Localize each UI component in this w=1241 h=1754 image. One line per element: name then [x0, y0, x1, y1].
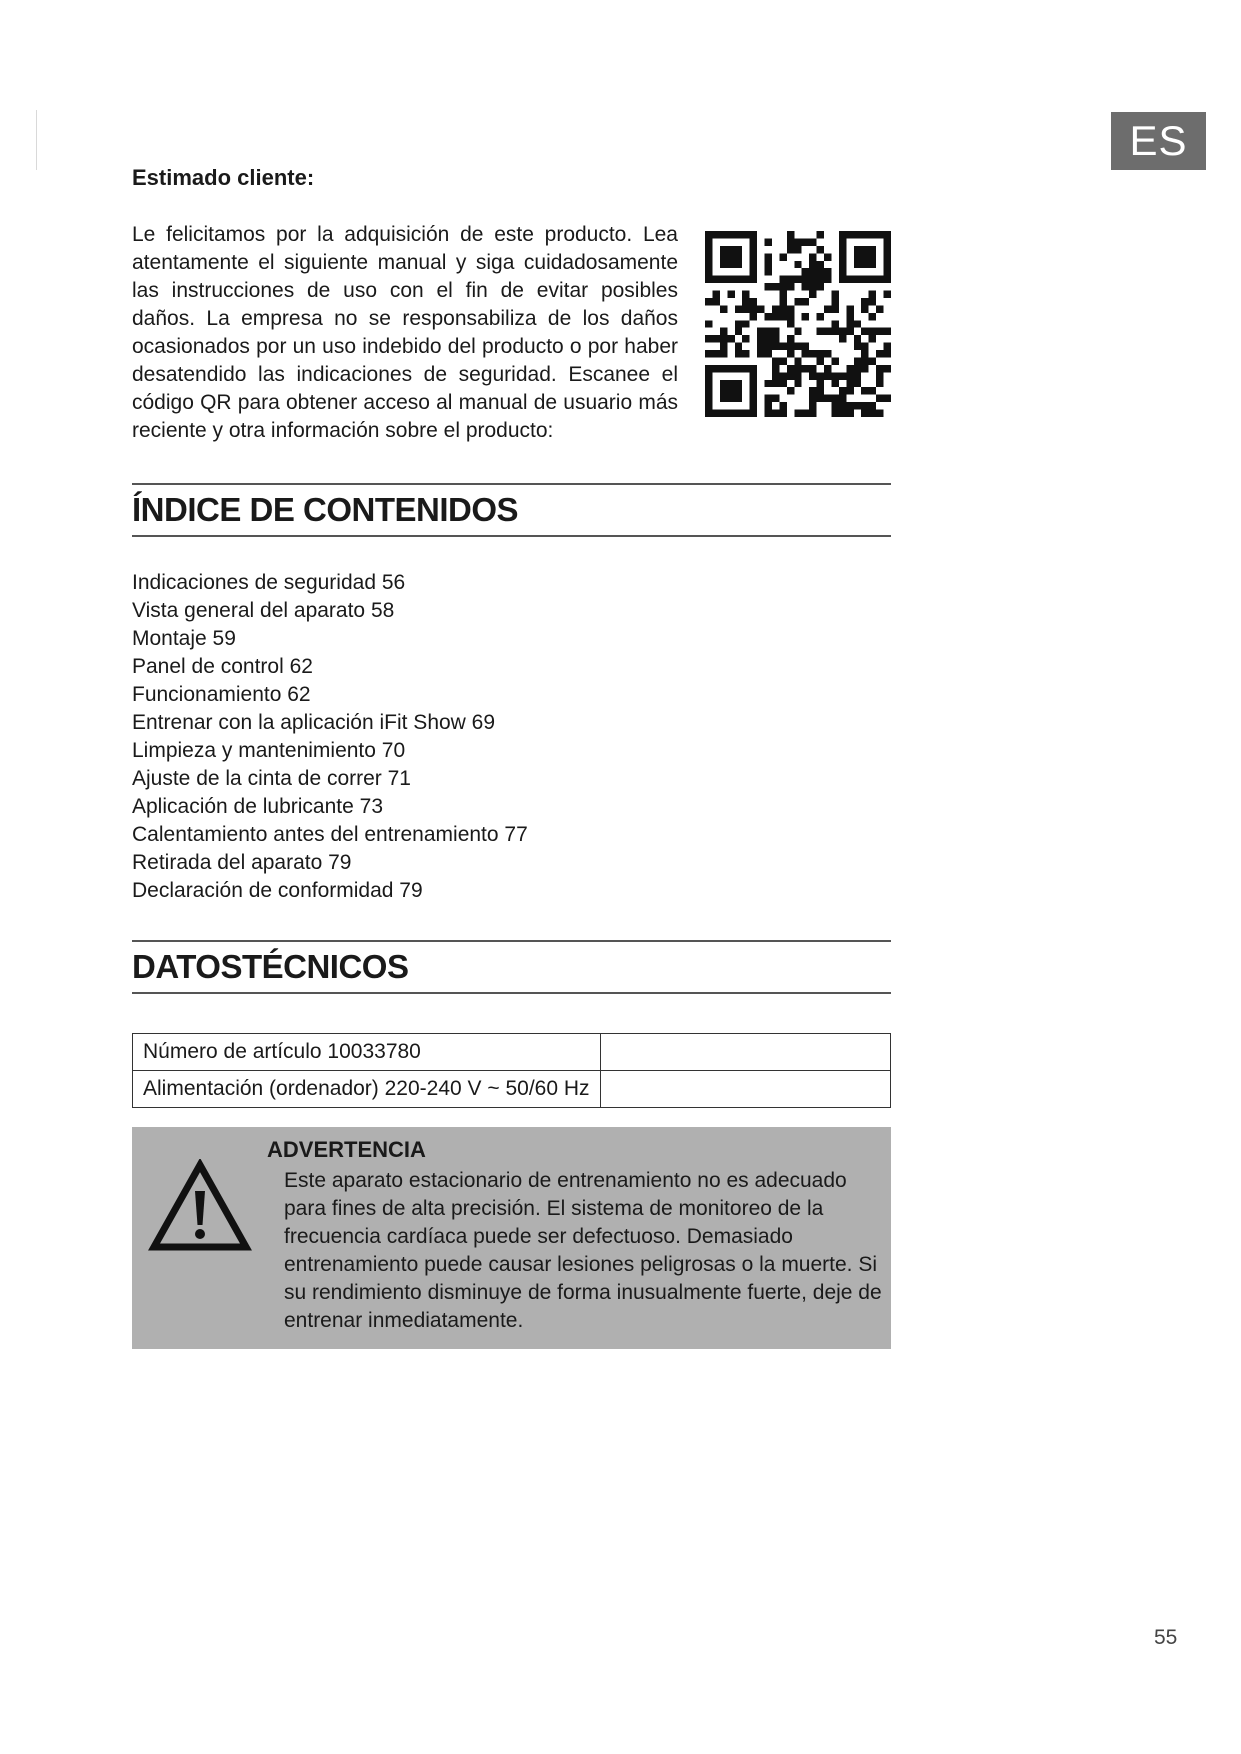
spec-cell: Alimentación (ordenador) 220-240 V ~ 50/60 Hz: [133, 1071, 601, 1108]
toc-item: Retirada del aparato 79: [132, 851, 352, 874]
warning-title: ADVERTENCIA: [267, 1137, 426, 1162]
toc-item: Calentamiento antes del entrenamiento 77: [132, 823, 528, 846]
toc-item: Funcionamiento 62: [132, 683, 311, 706]
table-row: [133, 1071, 891, 1108]
greeting-heading: Estimado cliente:: [132, 165, 315, 190]
warning-triangle-icon: [148, 1159, 252, 1255]
margin-mark: [36, 110, 37, 170]
toc-item: Panel de control 62: [132, 655, 313, 678]
toc-item: Declaración de conformidad 79: [132, 879, 423, 902]
tech-section-header: [132, 940, 891, 994]
toc-title: ÍNDICE DE CONTENIDOS: [132, 491, 519, 528]
warning-text: Este aparato estacionario de entrenamiento no es adecuado para fines de alta precisión. El sistema de monitoreo de la frecuencia cardíaca puede ser defectuoso. Demasiado entrenamiento puede causar lesiones peligrosas o la muerte. Si su rendimiento disminuye de forma inusualmente fuerte, deje de entrenar inmediatamente.: [284, 1169, 882, 1332]
toc-item: Montaje 59: [132, 627, 236, 650]
toc-item: Indicaciones de seguridad 56: [132, 571, 406, 594]
spec-cell: [600, 1071, 890, 1108]
spec-table: [132, 1033, 891, 1108]
toc-section-header: [132, 483, 891, 537]
toc-item: Ajuste de la cinta de correr 71: [132, 767, 411, 790]
spec-cell: Número de artículo 10033780: [133, 1034, 601, 1071]
qr-code: [705, 231, 891, 417]
toc-item: Vista general del aparato 58: [132, 599, 395, 622]
toc-item: Entrenar con la aplicación iFit Show 69: [132, 711, 496, 734]
toc-list: [132, 569, 528, 905]
toc-item: Aplicación de lubricante 73: [132, 795, 383, 818]
warning-box: [132, 1127, 891, 1349]
spec-cell: [600, 1034, 890, 1071]
table-row: [133, 1034, 891, 1071]
language-tab: ES: [1111, 112, 1206, 170]
tech-title: DATOSTÉCNICOS: [132, 948, 409, 985]
toc-item: Limpieza y mantenimiento 70: [132, 739, 406, 762]
intro-paragraph: Le felicitamos por la adquisición de este producto. Lea atentamente el siguiente manual y siga cuidadosamente las instrucciones de uso con el fin de evitar posibles daños. La empresa no se responsabiliza de los daños ocasionados por un uso indebido del producto o por haber desatendido las indicaciones de seguridad. Escanee el código QR para obtener acceso al manual de usuario más reciente y otra información sobre el producto:: [132, 223, 678, 442]
page-number: 55: [1154, 1626, 1178, 1649]
